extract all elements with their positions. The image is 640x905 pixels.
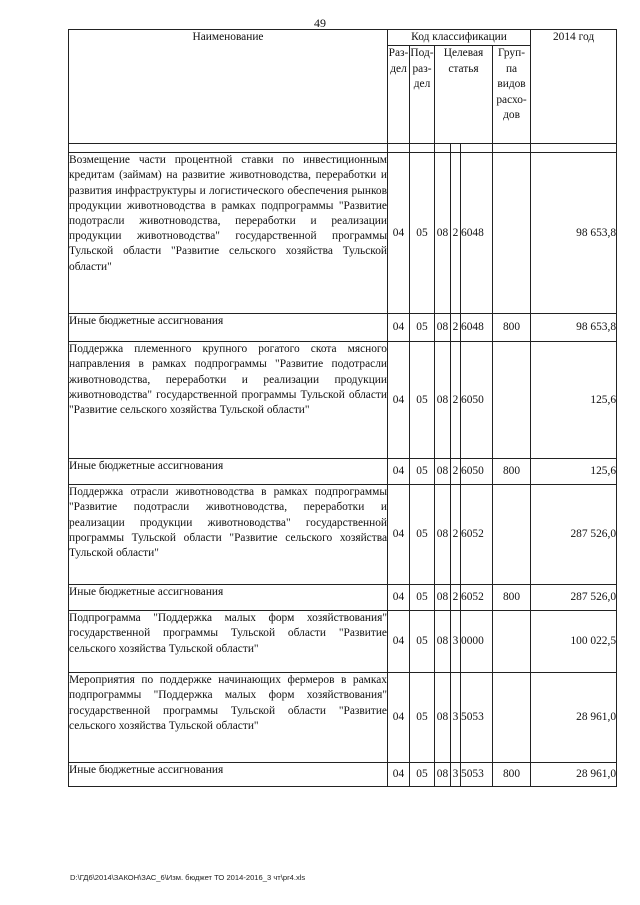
row-razdel: 04: [388, 342, 410, 459]
row-expense-group: [493, 153, 531, 314]
row-expense-group: [493, 342, 531, 459]
header-name: Наименование: [69, 30, 388, 144]
row-expense-group: [493, 673, 531, 763]
table-row: [69, 485, 617, 585]
row-podrazdel: 05: [410, 153, 435, 314]
header-razdel: Раз- дел: [388, 46, 410, 144]
row-target-program: 08: [435, 153, 451, 314]
row-name: Возмещение части процентной ставки по инвестиционным кредитам (займам) на развитие животноводства, переработки и развития инфраструктуры и логистического обеспечения рынков продукции животноводства в рамках подпрограммы "Развитие подотрасли животноводства, переработки и реализации продукции животноводства" государственной программы Тульской области "Развитие сельского хозяйства Тульской области": [69, 153, 388, 314]
row-target-subprogram: 3: [451, 763, 461, 787]
row-razdel: 04: [388, 459, 410, 485]
row-target-program: 08: [435, 585, 451, 611]
row-target-subprogram: 2: [451, 485, 461, 585]
row-name: Иные бюджетные ассигнования: [69, 314, 388, 342]
row-expense-group: [493, 485, 531, 585]
row-target-subprogram: 2: [451, 342, 461, 459]
row-razdel: 04: [388, 314, 410, 342]
row-target-program: 08: [435, 459, 451, 485]
row-amount: 28 961,0: [531, 763, 617, 787]
row-target-subprogram: 2: [451, 459, 461, 485]
row-target-direction: 0000: [461, 611, 493, 673]
row-target-direction: 6048: [461, 153, 493, 314]
row-target-subprogram: 3: [451, 611, 461, 673]
row-amount: 28 961,0: [531, 673, 617, 763]
header-podrazdel: Под- раз- дел: [410, 46, 435, 144]
row-amount: 100 022,5: [531, 611, 617, 673]
table-row: [69, 763, 617, 787]
header-target-article: Целевая статья: [435, 46, 493, 144]
row-podrazdel: 05: [410, 763, 435, 787]
row-razdel: 04: [388, 153, 410, 314]
row-target-direction: 6048: [461, 314, 493, 342]
table-row: [69, 153, 617, 314]
row-expense-group: 800: [493, 459, 531, 485]
table-row: [69, 673, 617, 763]
row-expense-group: [493, 611, 531, 673]
row-target-direction: 6050: [461, 459, 493, 485]
row-razdel: 04: [388, 763, 410, 787]
row-target-subprogram: 2: [451, 585, 461, 611]
budget-table: [68, 29, 617, 787]
row-amount: 98 653,8: [531, 314, 617, 342]
table-row: [69, 314, 617, 342]
row-target-program: 08: [435, 763, 451, 787]
file-path-footer: D:\ГД6\2014\ЗАКОН\ЗАС_6\Изм. бюджет ТО 2014-2016_3 чт\pr4.xls: [70, 873, 306, 882]
row-amount: 98 653,8: [531, 153, 617, 314]
row-name: Иные бюджетные ассигнования: [69, 585, 388, 611]
row-podrazdel: 05: [410, 459, 435, 485]
row-amount: 287 526,0: [531, 485, 617, 585]
page-number: 49: [314, 16, 326, 30]
table-body: [69, 153, 617, 787]
row-razdel: 04: [388, 673, 410, 763]
header-spacer-row: [69, 144, 617, 153]
row-podrazdel: 05: [410, 342, 435, 459]
row-name: Поддержка отрасли животноводства в рамках подпрограммы "Развитие подотрасли животноводства, переработки и реализации продукции животноводства" государственной программы Тульской области "Развитие сельского хозяйства Тульской области": [69, 485, 388, 585]
row-target-direction: 5053: [461, 673, 493, 763]
row-target-direction: 5053: [461, 763, 493, 787]
table-row: [69, 342, 617, 459]
row-razdel: 04: [388, 611, 410, 673]
row-target-program: 08: [435, 485, 451, 585]
header-year: 2014 год: [531, 30, 617, 144]
row-amount: 125,6: [531, 342, 617, 459]
row-target-program: 08: [435, 342, 451, 459]
row-podrazdel: 05: [410, 585, 435, 611]
header-expense-group: Груп- па видов расхо- дов: [493, 46, 531, 144]
row-target-direction: 6050: [461, 342, 493, 459]
row-name: Мероприятия по поддержке начинающих фермеров в рамках подпрограммы "Поддержка малых форм хозяйствования" государственной программы Тульской области "Развитие сельского хозяйства Тульской области": [69, 673, 388, 763]
row-expense-group: 800: [493, 763, 531, 787]
table-row: [69, 611, 617, 673]
row-name: Подпрограмма "Поддержка малых форм хозяйствования" государственной программы Тульской области "Развитие сельского хозяйства Тульской области": [69, 611, 388, 673]
row-target-subprogram: 2: [451, 314, 461, 342]
row-razdel: 04: [388, 485, 410, 585]
row-target-program: 08: [435, 314, 451, 342]
row-target-subprogram: 2: [451, 153, 461, 314]
row-target-direction: 6052: [461, 585, 493, 611]
row-name: Иные бюджетные ассигнования: [69, 763, 388, 787]
row-expense-group: 800: [493, 314, 531, 342]
row-podrazdel: 05: [410, 673, 435, 763]
row-razdel: 04: [388, 585, 410, 611]
table-row: [69, 585, 617, 611]
row-amount: 125,6: [531, 459, 617, 485]
row-name: Поддержка племенного крупного рогатого скота мясного направления в рамках подпрограммы "Развитие подотрасли животноводства, переработки и реализации продукции животноводства" государственной программы Тульской области "Развитие сельского хозяйства Тульской области": [69, 342, 388, 459]
row-name: Иные бюджетные ассигнования: [69, 459, 388, 485]
row-target-subprogram: 3: [451, 673, 461, 763]
row-podrazdel: 05: [410, 314, 435, 342]
header-classification: Код классификации: [388, 30, 531, 46]
row-target-program: 08: [435, 673, 451, 763]
row-target-program: 08: [435, 611, 451, 673]
row-amount: 287 526,0: [531, 585, 617, 611]
table-row: [69, 459, 617, 485]
row-podrazdel: 05: [410, 611, 435, 673]
row-target-direction: 6052: [461, 485, 493, 585]
row-podrazdel: 05: [410, 485, 435, 585]
row-expense-group: 800: [493, 585, 531, 611]
